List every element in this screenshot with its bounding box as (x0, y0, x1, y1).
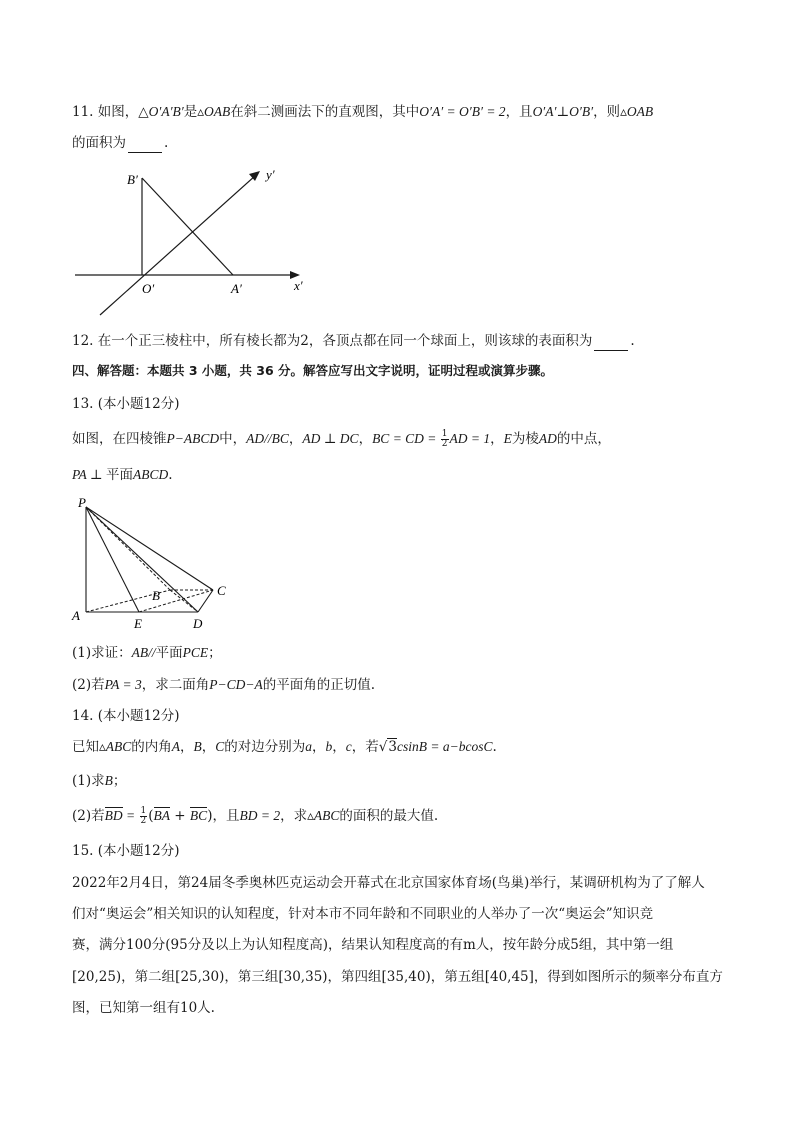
q12-line: 12. 在一个正三棱柱中，所有棱长都为2，各顶点都在同一个球面上，则该球的表面积为 . (72, 333, 635, 349)
edge-PD (86, 507, 198, 612)
label-A: A (72, 608, 80, 623)
edge-PC (86, 507, 213, 590)
fraction-half: $\frac{1}{2}$ (140, 806, 147, 826)
label-y-prime: y′ (266, 167, 275, 182)
q14-part-1: (1)求B； (72, 773, 127, 789)
q11-line-2: 的面积为 . (72, 135, 169, 151)
vector-BD: BD (104, 808, 123, 823)
label-B-prime: B′ (127, 172, 138, 187)
edge-BA (142, 178, 233, 275)
q15-paragraph-line-1: 2022年2月4日，第24届冬季奥林匹克运动会开幕式在北京国家体育场(鸟巢)举行，某调研机构为了了解人 (72, 875, 705, 891)
edge-BD (170, 590, 198, 612)
label-B: B (152, 588, 160, 603)
q13-line-1: 如图，在四棱锥P−ABCD中，AD//BC，AD ⊥ DC，BC = CD = $\frac{1}{2}$ AD = 1，E为棱AD的中点， (72, 429, 611, 449)
q15-header: 15. (本小题12分) (72, 843, 180, 859)
q14-line-1: 已知▵ABC的内角A，B，C的对边分别为a，b，c，若√3csinB = a−bcosC. (72, 739, 497, 755)
label-C: C (217, 583, 226, 598)
q15-paragraph-line-4: [20,25)，第二组[25,30)，第三组[30,35)，第四组[35,40)，第五组[40,45]，得到如图所示的频率分布直方 (72, 969, 723, 985)
q14-part-2: (2)若BD = $\frac{1}{2}$ (BA + BC)，且BD = 2，求▵ABC的面积的最大值. (72, 806, 439, 826)
q11-oblique-figure (70, 162, 320, 322)
label-O-prime: O′ (142, 281, 155, 296)
q13-line-2: PA ⊥ 平面ABCD. (72, 467, 173, 483)
vector-BA: BA (153, 808, 171, 823)
edge-PB (86, 507, 170, 590)
q13-part-2: (2)若PA = 3，求二面角P−CD−A的平面角的正切值. (72, 677, 376, 693)
fraction-half: $\frac{1}{2}$ (441, 429, 448, 449)
label-P: P (78, 495, 86, 510)
q15-paragraph-line-5: 图，已知第一组有10人. (72, 1000, 215, 1016)
q15-paragraph-line-3: 赛，满分100分(95分及以上为认知程度高)，结果认知程度高的有m人，按年龄分成5组，其中第一组 (72, 937, 674, 953)
q13-part-1: (1)求证：AB//平面PCE； (72, 645, 222, 661)
edge-EC (139, 590, 213, 612)
q11-line-1: 11. 如图，△O′A′B′是▵OAB在斜二测画法下的直观图，其中O′A′ = O′B′ = 2，且O′A′⊥O′B′，则▵OAB (72, 104, 654, 120)
edge-DC (198, 590, 213, 612)
edge-PE (86, 507, 139, 612)
label-x-prime: x′ (294, 278, 303, 293)
label-A-prime: A′ (231, 281, 242, 296)
q13-header: 13. (本小题12分) (72, 396, 180, 412)
q15-paragraph-line-2: 们对“奥运会”相关知识的认知程度，针对本市不同年龄和不同职业的人举办了一次“奥运会”知识竞 (72, 906, 654, 922)
answer-blank[interactable] (594, 336, 628, 351)
answer-blank[interactable] (128, 138, 162, 153)
label-D: D (193, 616, 203, 631)
q14-header: 14. (本小题12分) (72, 708, 180, 724)
q13-pyramid-figure (70, 494, 240, 634)
section-4-heading: 四、解答题：本题共 3 小题，共 36 分。解答应写出文字说明，证明过程或演算步骤。 (72, 363, 554, 378)
sqrt-sign: √ (378, 739, 388, 755)
vector-BC: BC (189, 808, 208, 823)
label-E: E (134, 616, 142, 631)
